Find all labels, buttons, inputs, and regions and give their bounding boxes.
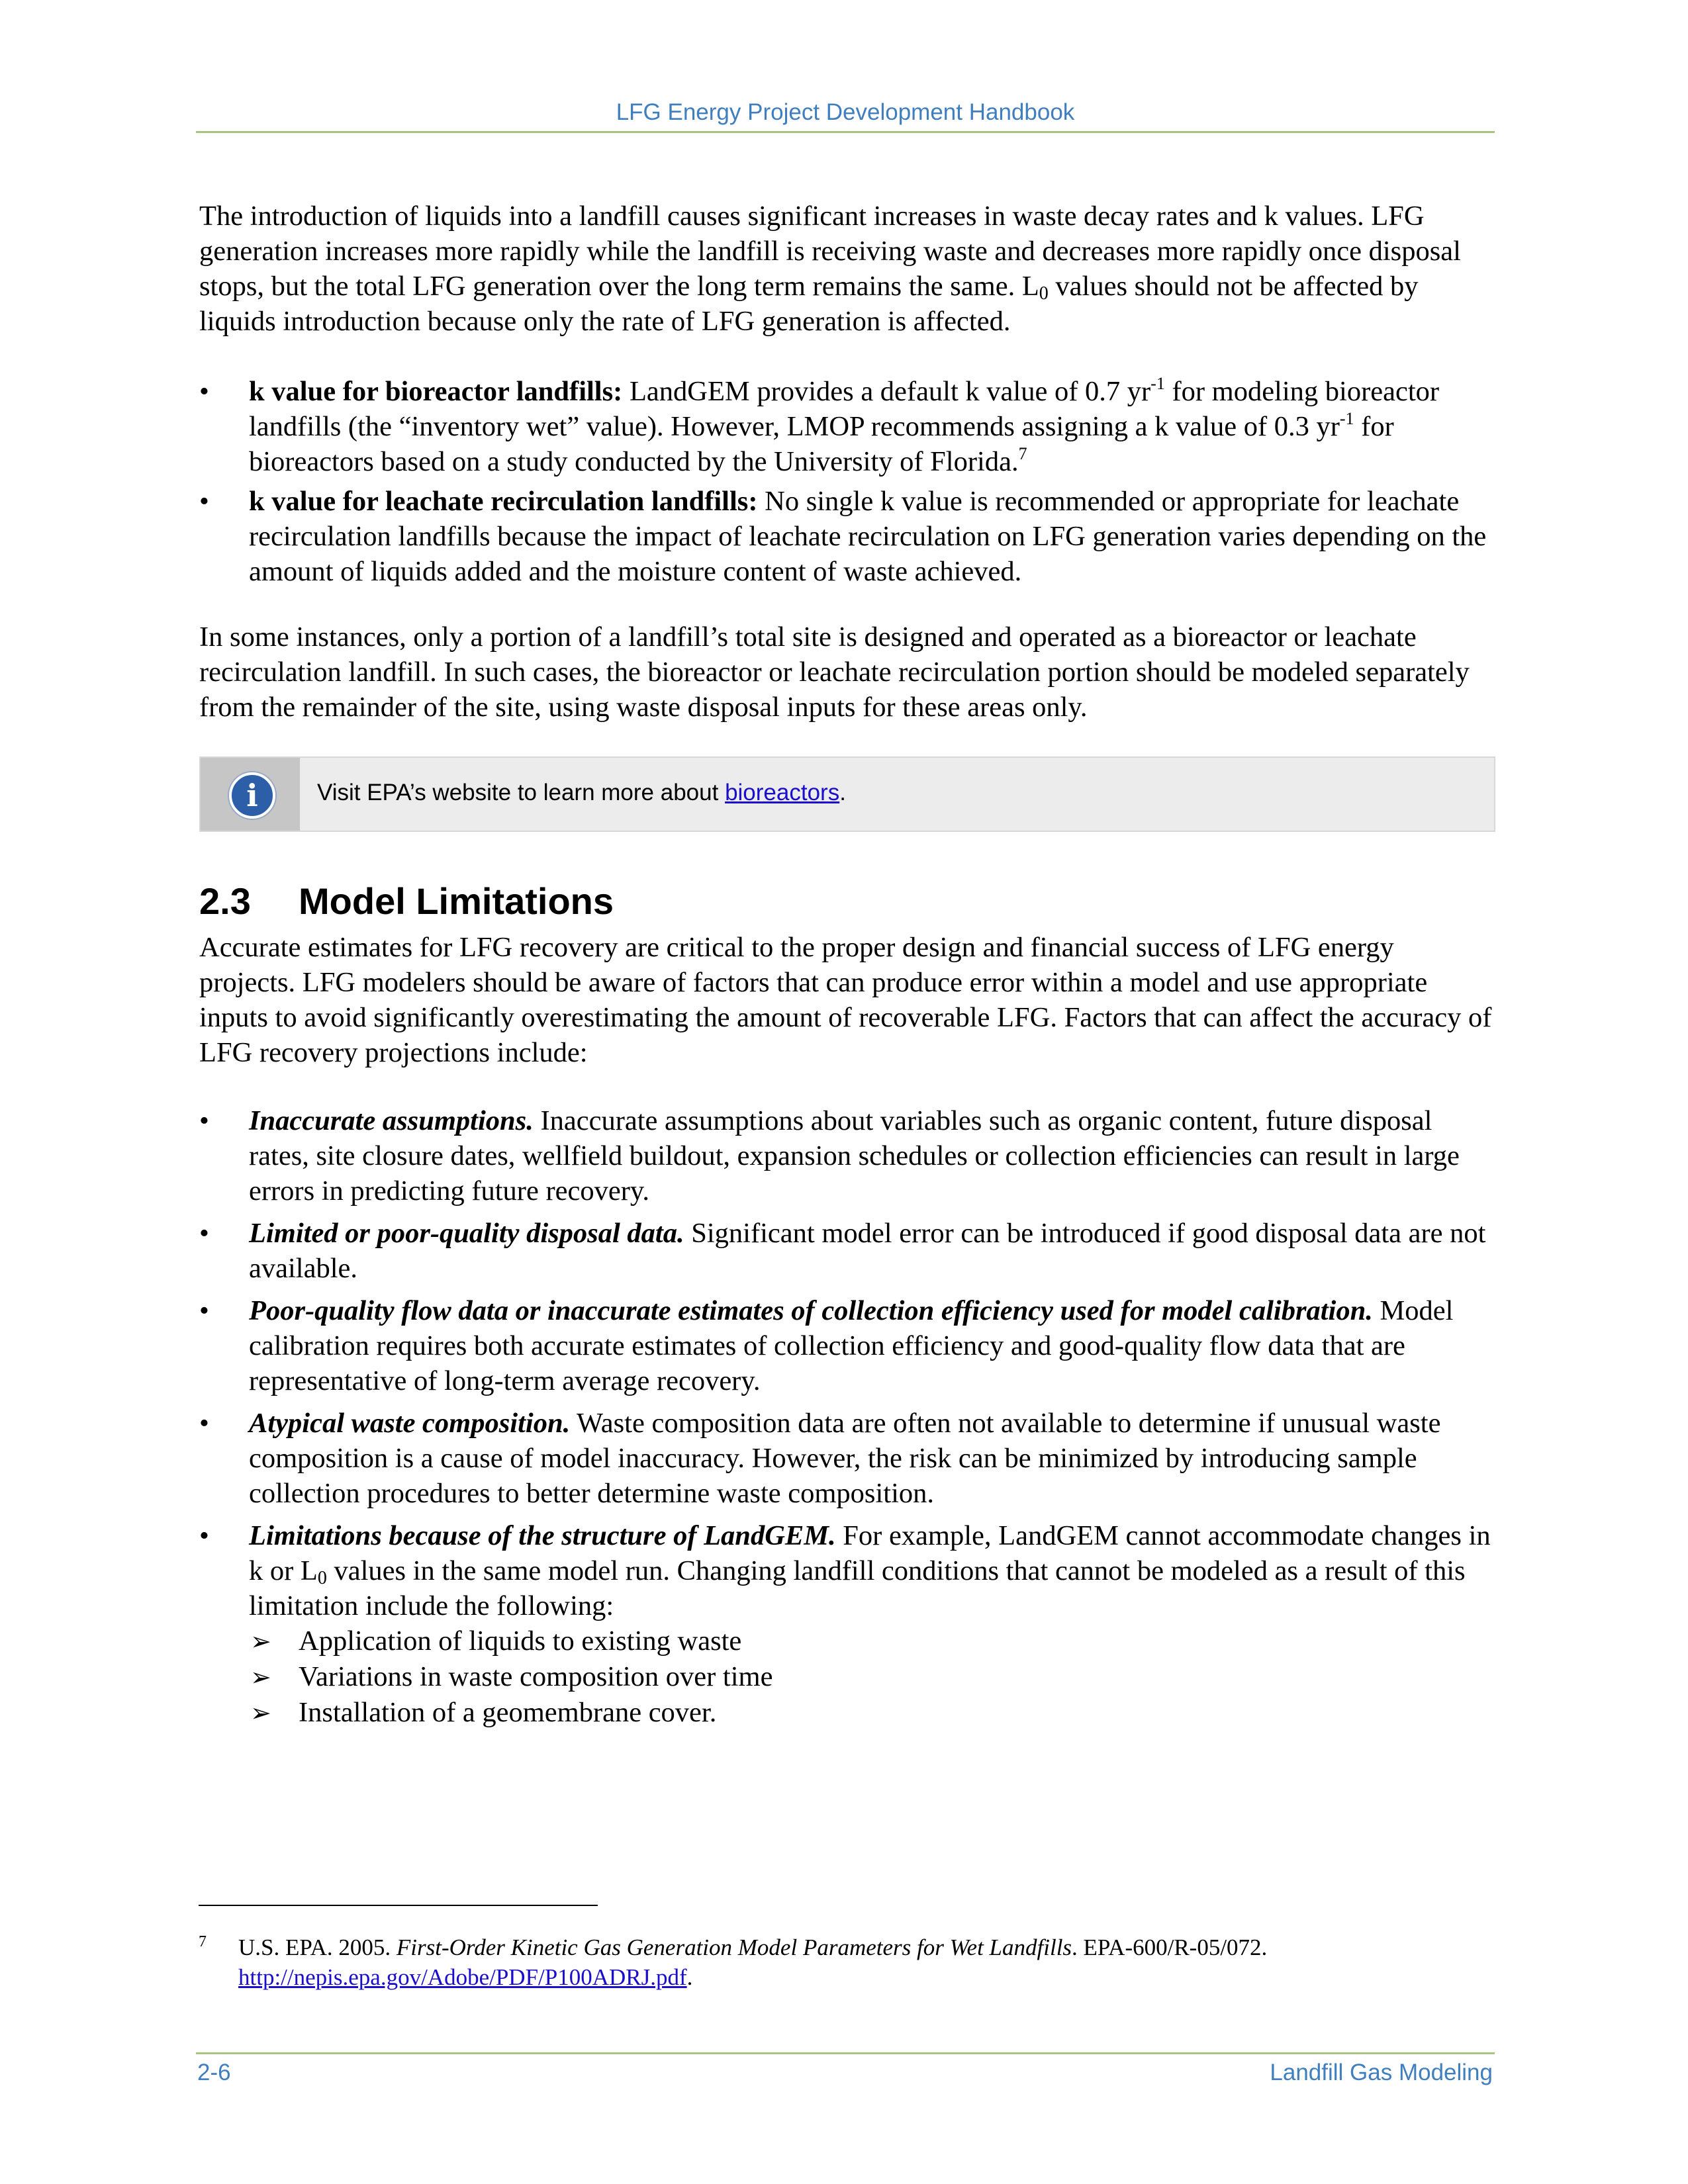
footnote-text: U.S. EPA. 2005. — [238, 1934, 397, 1960]
bullet-heading: k value for bioreactor landfills: — [249, 376, 623, 407]
bullet-icon: • — [199, 1105, 209, 1136]
limitations-list — [199, 1103, 1497, 1731]
sub-list-item — [249, 1659, 1497, 1695]
limitation-text: Waste composition data are often not available to determine if unusual waste composition is a cause of model inaccuracy. However, the risk can be minimized by introducing sample collection procedures to better determine waste composition. — [249, 1408, 1441, 1509]
section-number: 2.3 — [199, 880, 251, 922]
limitation-text: Significant model error can be introduced if good disposal data are not available. — [249, 1218, 1486, 1284]
list-item — [199, 1103, 1497, 1208]
limitation-heading: Limitations because of the structure of LandGEM. — [249, 1520, 836, 1551]
list-item — [199, 374, 1497, 479]
footnote — [199, 1933, 1456, 1992]
header-rule — [196, 131, 1495, 133]
section-heading — [199, 878, 1497, 925]
limitation-heading: Limited or poor-quality disposal data. — [249, 1218, 684, 1249]
footnote-text: . — [686, 1964, 693, 1990]
bioreactors-link[interactable]: bioreactors — [725, 780, 840, 805]
bullet-text: for modeling bioreactor landfills (the “inventory wet” value). However, LMOP recommends assigning a k value of 0.3 yr — [249, 376, 1440, 442]
intro-subscript: 0 — [1039, 283, 1049, 304]
info-icon-cell — [201, 758, 300, 831]
sub-item-text: Application of liquids to existing waste — [299, 1625, 742, 1657]
limitation-text: Inaccurate assumptions about variables such as organic content, future disposal rates, site closure dates, wellfield buildout, expansion schedules or collection efficiencies can result in large errors in predicting future recovery. — [249, 1105, 1460, 1206]
intro-text-1: The introduction of liquids into a landfill causes significant increases in waste decay rates and k values. LFG generation increases more rapidly while the landfill is receiving waste and decreases more rapidly once disposal stops, but the total LFG generation over the long term remains the same. L — [199, 201, 1461, 302]
subscript: 0 — [317, 1568, 327, 1588]
page-number: 2-6 — [197, 2060, 231, 2085]
list-item — [199, 1406, 1497, 1511]
footnote-reference[interactable]: 7 — [1018, 444, 1027, 463]
portion-paragraph: In some instances, only a portion of a landfill’s total site is designed and operated as a bioreactor or leachate recirculation landfill. In such cases, the bioreactor or leachate recirculation portion should be modeled separately from the remainder of the site, using waste disposal inputs for these areas only. — [199, 621, 1470, 723]
arrow-bullet-icon: ➢ — [250, 1698, 271, 1727]
info-text — [317, 780, 846, 806]
superscript: -1 — [1150, 374, 1165, 393]
limitation-heading: Inaccurate assumptions. — [249, 1105, 534, 1136]
limitation-heading: Atypical waste composition. — [249, 1408, 571, 1439]
footer-rule — [196, 2052, 1495, 2054]
bullet-heading: k value for leachate recirculation landfills: — [249, 486, 758, 517]
bullet-text: for bioreactors based on a study conducted by the University of Florida. — [249, 411, 1394, 477]
limitation-text: For example, LandGEM cannot accommodate changes in k or L — [249, 1520, 1491, 1586]
info-callout — [199, 756, 1495, 832]
limitation-heading: Poor-quality flow data or inaccurate estimates of collection efficiency used for model calibration. — [249, 1295, 1373, 1326]
section-intro-paragraph: Accurate estimates for LFG recovery are critical to the proper design and financial success of LFG energy projects. LFG modelers should be aware of factors that can produce error within a model and use appropriate inputs to avoid significantly overestimating the amount of recoverable LFG. Factors that can affect the accuracy of LFG recovery projections include: — [199, 932, 1492, 1068]
bullet-icon: • — [199, 1520, 209, 1551]
list-item — [199, 1216, 1497, 1286]
footnote-title: First-Order Kinetic Gas Generation Model Parameters for Wet Landfills — [396, 1934, 1072, 1960]
sub-item-text: Installation of a geomembrane cover. — [299, 1697, 717, 1728]
footnote-url-link[interactable]: http://nepis.epa.gov/Adobe/PDF/P100ADRJ.pdf — [238, 1964, 687, 1990]
limitation-text: Model calibration requires both accurate estimates of collection efficiency and good-quality flow data that are representative of long-term average recovery. — [249, 1295, 1454, 1396]
sub-list — [249, 1623, 1497, 1731]
superscript: -1 — [1339, 409, 1354, 428]
info-text-before: Visit EPA’s website to learn more about — [317, 780, 726, 805]
bullet-icon: • — [199, 376, 209, 407]
footnote-separator — [199, 1905, 598, 1906]
section-title: Model Limitations — [299, 880, 614, 922]
limitation-text: values in the same model run. Changing landfill conditions that cannot be modeled as a result of this limitation include the following: — [249, 1555, 1466, 1621]
footnote-number: 7 — [199, 1933, 207, 1950]
bullet-icon: • — [199, 1218, 209, 1249]
list-item — [199, 1518, 1497, 1731]
info-icon: i — [229, 772, 275, 819]
k-value-list — [199, 374, 1497, 589]
info-text-after: . — [839, 780, 846, 805]
running-header: LFG Energy Project Development Handbook — [616, 99, 1075, 125]
intro-text-2: values should not be affected by liquids introduction because only the rate of LFG generation is affected. — [199, 271, 1419, 337]
intro-paragraph — [199, 199, 1497, 339]
bullet-icon: • — [199, 486, 209, 517]
arrow-bullet-icon: ➢ — [250, 1627, 271, 1656]
sub-list-item — [249, 1623, 1497, 1659]
bullet-icon: • — [199, 1295, 209, 1326]
footnote-body — [238, 1933, 1456, 1992]
list-item — [199, 484, 1497, 589]
sub-list-item — [249, 1695, 1497, 1731]
chapter-title: Landfill Gas Modeling — [1270, 2060, 1493, 2085]
list-item — [199, 1293, 1497, 1398]
sub-item-text: Variations in waste composition over time — [299, 1661, 773, 1692]
page-body — [199, 199, 1497, 1731]
bullet-text: No single k value is recommended or appropriate for leachate recirculation landfills because the impact of leachate recirculation on LFG generation varies depending on the amount of liquids added and the moisture content of waste achieved. — [249, 486, 1487, 587]
footnote-text: . EPA-600/R-05/072. — [1072, 1934, 1268, 1960]
bullet-icon: • — [199, 1408, 209, 1439]
arrow-bullet-icon: ➢ — [250, 1662, 271, 1692]
bullet-text: LandGEM provides a default k value of 0.7 yr — [622, 376, 1151, 407]
